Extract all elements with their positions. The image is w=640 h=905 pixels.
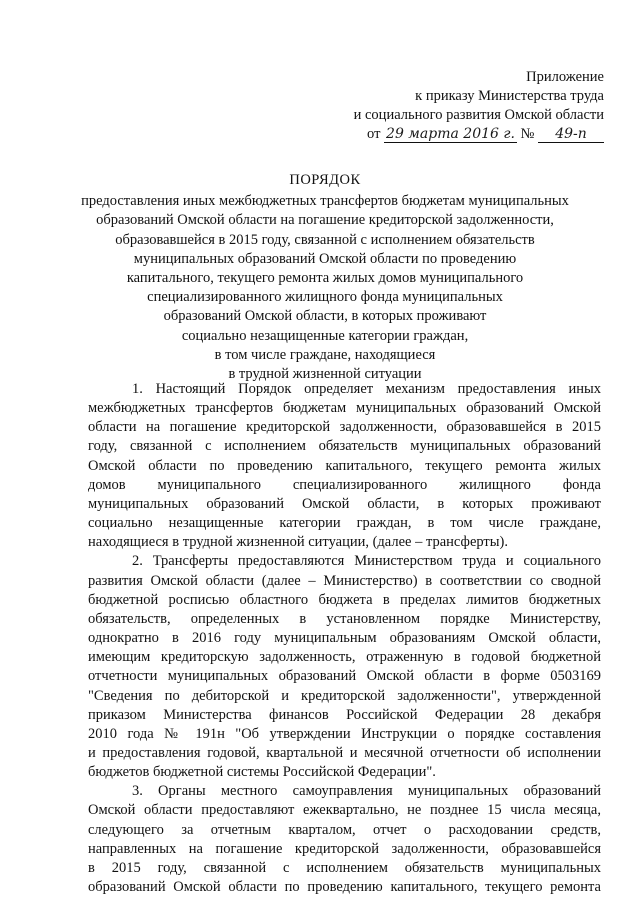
paragraph-line: области на погашение кредиторской задолженности, образовавшейся в 2015	[88, 419, 601, 436]
paragraph-line: в 2015 году, связанной с исполнением обязательств муниципальных	[88, 859, 601, 876]
paragraph-line: обязательств, определенных в установленном порядке Министерству,	[88, 610, 601, 627]
handwritten-number: 49-п	[538, 126, 604, 143]
paragraph-line: социально незащищенные категории граждан, в том числе граждане,	[88, 515, 601, 532]
paragraph-line: имеющим кредиторскую задолженность, отраженную в годовой бюджетной	[88, 649, 601, 666]
paragraph-line: находящиеся в трудной жизненной ситуации, (далее – трансферты).	[88, 534, 508, 551]
paragraph-line: и предоставления годовой, квартальной и месячной отчетности об исполнении	[88, 744, 601, 761]
document-body	[88, 380, 601, 897]
paragraph-line: муниципальных образований Омской области, в которых проживают	[88, 495, 601, 512]
title-line: социально незащищенные категории граждан,	[181, 327, 469, 344]
paragraph-line: однократно в 2016 году муниципальным образованиям Омской области,	[88, 630, 601, 647]
number-label: №	[520, 126, 535, 142]
paragraph-line: 2. Трансферты предоставляются Министерством труда и социального	[132, 553, 601, 570]
title-heading: ПОРЯДОК	[289, 172, 361, 188]
title-line: в трудной жизненной ситуации	[228, 366, 422, 383]
title-line: капитального, текущего ремонта жилых домов муниципального	[126, 270, 524, 287]
paragraph-2	[88, 552, 601, 782]
title-line: образований Омской области, в которых проживают	[163, 308, 487, 325]
paragraph-1	[88, 380, 601, 552]
paragraph-line: 3. Органы местного самоуправления муниципальных образований	[132, 783, 601, 800]
paragraph-line: отчетности муниципальных образований Омской области в форме 0503169	[88, 668, 601, 685]
title-line: предоставления иных межбюджетных трансфертов бюджетам муниципальных	[81, 193, 569, 210]
paragraph-line: 2010 года № 191н "Об утверждении Инструкции о порядке составления	[88, 725, 601, 742]
title-line: в том числе граждане, находящиеся	[214, 346, 436, 363]
paragraph-line: "Сведения по дебиторской и кредиторской задолженности", утвержденной	[88, 687, 601, 704]
appendix-header	[354, 68, 604, 144]
paragraph-line: 1. Настоящий Порядок определяет механизм предоставления иных	[132, 381, 601, 397]
paragraph-line: Омской области предоставляют ежеквартально, не позднее 15 числа месяца,	[88, 802, 601, 819]
paragraph-3	[88, 782, 601, 897]
paragraph-line: развития Омской области (далее – Министерство) в соответствии со сводной	[88, 572, 601, 589]
title-line: муниципальных образований Омской области по проведению	[133, 250, 517, 267]
appendix-label: Приложение	[526, 69, 604, 85]
title-line: образований Омской области на погашение кредиторской задолженности,	[96, 212, 554, 229]
appendix-date-line	[354, 125, 604, 144]
paragraph-line: бюджетов бюджетной системы Российской Федерации".	[88, 764, 436, 781]
paragraph-line: следующего за отчетным кварталом, отчет о расходовании средств,	[88, 821, 601, 838]
paragraph-line: межбюджетных трансфертов бюджетам муниципальных образований Омской	[88, 400, 601, 417]
paragraph-line: бюджетной росписью областного бюджета в пределах лимитов бюджетных	[88, 591, 601, 608]
date-prefix: от	[367, 126, 381, 142]
paragraph-line: образований Омской области по проведению капитального, текущего ремонта	[88, 879, 601, 896]
paragraph-line: приказом Министерства финансов Российской Федерации 28 декабря	[88, 706, 601, 723]
handwritten-date: 29 марта 2016 г.	[386, 126, 515, 142]
appendix-order-ref: к приказу Министерства труда	[415, 88, 604, 104]
title-line: специализированного жилищного фонда муниципальных	[147, 289, 503, 306]
title-line: образовавшейся в 2015 году, связанной с исполнением обязательств	[115, 231, 535, 248]
document-title	[70, 171, 580, 384]
appendix-ministry: и социального развития Омской области	[353, 107, 604, 123]
paragraph-line: году, связанной с исполнением обязательств муниципальных образований	[88, 438, 601, 455]
paragraph-line: домов муниципального специализированного жилищного фонда	[88, 476, 601, 493]
paragraph-line: Омской области по проведению капитального, текущего ремонта жилых	[88, 457, 601, 474]
paragraph-line: направленных на погашение кредиторской задолженности, образовавшейся	[88, 840, 601, 857]
